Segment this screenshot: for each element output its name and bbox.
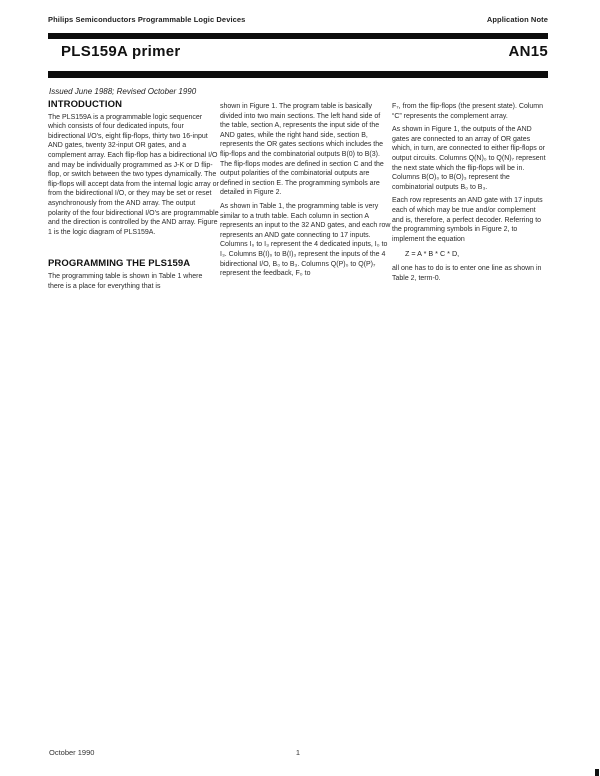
section-heading-introduction: INTRODUCTION bbox=[48, 99, 123, 110]
middle-paragraph-1: shown in Figure 1. The program table is basically divided into two main sections. The left hand side of the table, section A, represents the input side of the AND gates, while the right hand side, section B, represents the OR gates sections which includes the flip-flops and the combinatorial outputs B(0) to B(3). The flip-flops modes are defined in section C and the output polarities of the combinatorial outputs are defined in section E. The programming symbols are detailed in Figure 2. bbox=[220, 103, 384, 197]
scan-artifact-mark bbox=[595, 769, 599, 776]
footer-date: October 1990 bbox=[49, 748, 95, 757]
intro-paragraph: The PLS159A is a programmable logic sequencer which consists of four dedicated inputs, four bidirectional I/O's, eight flip-flops, thirty two 16-input AND gates, twenty 32-input OR gates, and a complement array. Each flip-flop has a bidirectional I/O and may be individually programmed as J-K or D flip-flop, or switch between the two types dynamically. The flip-flops will accept data from the internal logic array or from the bidirectional I/O, or they may be set or reset asynchronously from the AND array. The output polarity of the four bidirectional I/O's are programmable and the direction is controlled by the AND array. Figure 1 is the logic diagram of PLS159A. bbox=[48, 113, 219, 236]
programming-paragraph: The programming table is shown in Table 1 where there is a place for everything that is bbox=[48, 272, 203, 290]
column-right bbox=[392, 102, 549, 287]
right-paragraph-1: F₇, from the flip-flops (the present state). Column “C” represents the complement array. bbox=[392, 103, 544, 120]
page-footer bbox=[48, 748, 548, 757]
middle-paragraph-2: As shown in Table 1, the programming table is very similar to a truth table. Each column in section A represents an input to the 32 AND gates, and each row represents an AND gate connecting to 17 inputs. Columns I₀ to I₃ represent the 4 dedicated inputs, I₀ to I₃. Columns B(I)₀ to B(I)₃ represent the inputs of the 4 bidirectional I/O, B₀ to B₃. Columns Q(P)₀ to Q(P)₇ represent the feedback, F₀ to bbox=[220, 202, 391, 278]
equation-line: Z = A * B * C * D, bbox=[405, 249, 460, 259]
section-heading-programming: PROGRAMMING THE PLS159A bbox=[48, 258, 191, 270]
doc-number: AN15 bbox=[508, 43, 548, 60]
column-left bbox=[48, 100, 219, 295]
running-header bbox=[48, 15, 548, 24]
header-left-text: Philips Semiconductors Programmable Logic Devices bbox=[48, 15, 246, 24]
divider-bar-top bbox=[48, 33, 548, 39]
column-middle bbox=[220, 102, 391, 283]
issued-revised-line: Issued June 1988; Revised October 1990 bbox=[49, 87, 197, 96]
page-title: PLS159A primer bbox=[61, 43, 181, 60]
footer-page-number: 1 bbox=[295, 748, 301, 757]
header-right-text: Application Note bbox=[486, 15, 548, 24]
divider-bar-bottom bbox=[48, 71, 548, 78]
right-paragraph-4: all one has to do is to enter one line as shown in Table 2, term-0. bbox=[392, 264, 542, 282]
right-paragraph-2: As shown in Figure 1, the outputs of the AND gates are connected to an array of OR gates which, in turn, are connected to either flip-flops or output circuits. Columns Q(N)₀ to Q(N)₇ represent the next state which the flip-flops will be in. Columns B(O)₀ to B(O)₃ represent the combinatorial outputs B₀ to B₃. bbox=[392, 126, 546, 191]
right-paragraph-3: Each row represents an AND gate with 17 inputs each of which may be true and/or complement and is, therefore, a perfect decoder. Referring to the programming symbols in Figure 2, to implement the equation bbox=[392, 197, 543, 243]
title-row bbox=[61, 43, 548, 60]
